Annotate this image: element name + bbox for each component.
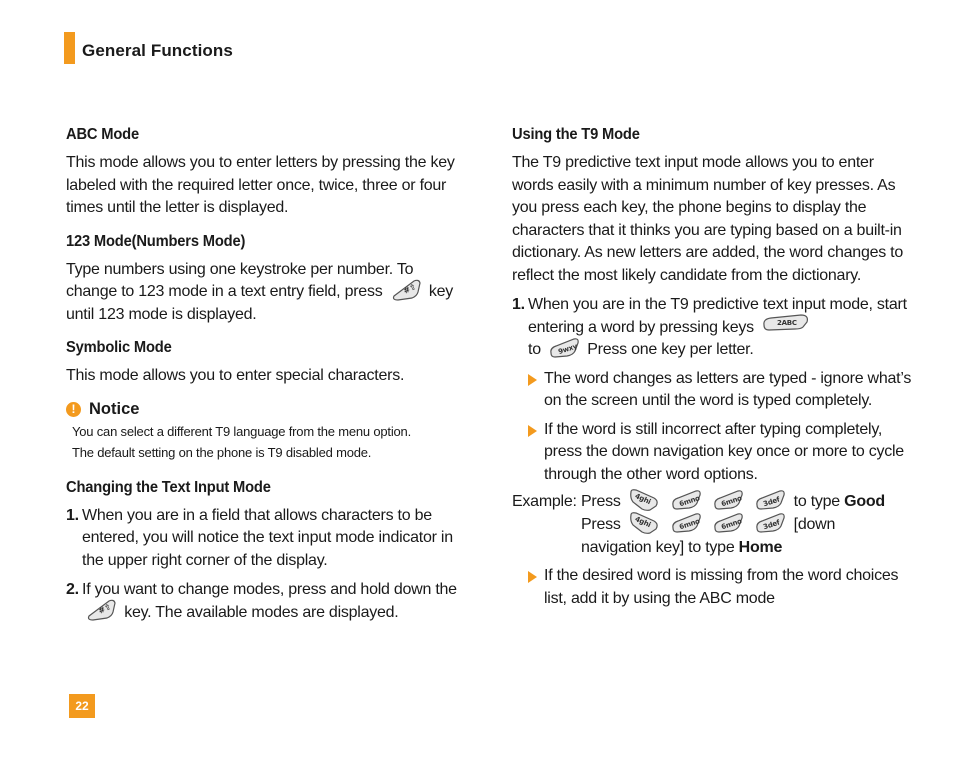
- bullet-triangle-icon: [526, 419, 544, 487]
- bullet-item: If the word is still incorrect after typing completely, press the down navigation key once or more to cycle through the other word options.: [512, 419, 912, 487]
- hash-key-icon: [85, 598, 117, 622]
- svg-text:3def: 3def: [762, 495, 782, 509]
- 3def-key-icon: [754, 488, 786, 512]
- left-column: [66, 126, 466, 624]
- bullet-triangle-icon: [526, 565, 544, 610]
- bullet-item: The word changes as letters are typed - ignore what’s on the screen until the word is typed completely.: [512, 368, 912, 413]
- notice-line-1: You can select a different T9 language from the menu option.: [72, 423, 412, 439]
- header-accent-bar: [64, 32, 75, 64]
- 6mno-key-icon: [670, 488, 702, 512]
- svg-text:6mno: 6mno: [720, 516, 743, 532]
- numbers-mode-body: Type numbers using one keystroke per number. To change to 123 mode in a text entry field, press #⇧ key until 123 mode is displayed.: [66, 260, 454, 323]
- list-item: 1. When you are in a field that allows characters to be entered, you will notice the text input mode indicator in the upper right corner of the display.: [66, 506, 453, 569]
- page-header-title: General Functions: [82, 41, 233, 60]
- notice-title: Notice: [89, 399, 140, 418]
- bullet-item: If the desired word is missing from the word choices list, add it by using the ABC mode: [512, 565, 912, 610]
- right-column: [512, 126, 912, 610]
- changing-mode-heading: Changing the Text Input Mode: [66, 478, 271, 496]
- numbers-mode-heading: 123 Mode(Numbers Mode): [66, 232, 246, 250]
- 2abc-key-icon: [761, 313, 811, 337]
- list-item: 1. When you are in the T9 predictive text input mode, start entering a word by pressing keys 2ABC to 9wxy Press one key per letter.: [512, 296, 907, 358]
- hash-key-icon: [390, 278, 422, 302]
- exclamation-icon: !: [66, 402, 81, 417]
- page-number: 22: [69, 694, 95, 718]
- notice-box: [66, 400, 466, 463]
- list-item: 2. If you want to change modes, press and hold down the #⇧ key. The available modes are displayed.: [66, 581, 457, 621]
- 6mno-key-icon: [670, 511, 702, 535]
- example-label: Example:: [512, 493, 577, 510]
- svg-text:6mno: 6mno: [720, 493, 743, 509]
- svg-text:2ABC: 2ABC: [777, 319, 797, 328]
- symbolic-mode-body: This mode allows you to enter special characters.: [66, 367, 405, 384]
- abc-mode-body: This mode allows you to enter letters by pressing the key labeled with the required letter once, twice, three or four times until the letter is displayed.: [66, 154, 455, 216]
- svg-text:6mno: 6mno: [678, 493, 701, 509]
- 4ghi-key-icon: [628, 511, 660, 535]
- example-word-good: Good: [844, 493, 885, 510]
- abc-mode-heading: ABC Mode: [66, 126, 139, 143]
- t9-heading: Using the T9 Mode: [512, 126, 640, 143]
- svg-text:6mno: 6mno: [678, 516, 701, 532]
- svg-text:#⇧: #⇧: [96, 602, 113, 616]
- notice-line-2: The default setting on the phone is T9 disabled mode.: [72, 444, 372, 460]
- svg-text:#⇧: #⇧: [401, 281, 418, 296]
- example-word-home: Home: [738, 539, 783, 556]
- 3def-key-icon: [754, 511, 786, 535]
- 6mno-key-icon: [712, 511, 744, 535]
- 4ghi-key-icon: [628, 488, 660, 512]
- svg-text:3def: 3def: [762, 518, 782, 532]
- 6mno-key-icon: [712, 488, 744, 512]
- svg-text:9wxy: 9wxy: [557, 342, 579, 356]
- t9-body: The T9 predictive text input mode allows you to enter words easily with a minimum number of key presses. As you press each key, the phone begins to display the characters that it thinks you are typing based on a built-in dictionary. As new letters are added, the word changes to reflect the most likely candidate from the dictionary.: [512, 154, 904, 284]
- 9wxyz-key-icon: [548, 336, 580, 360]
- bullet-triangle-icon: [526, 368, 544, 413]
- svg-text:4ghi: 4ghi: [633, 491, 652, 506]
- symbolic-mode-heading: Symbolic Mode: [66, 339, 172, 356]
- example-block: Example: Press 4ghi 6mno 6mno 3def to type Good Press 4ghi 6mno 6mno 3def [down navigation key] to type Home: [512, 490, 912, 559]
- svg-text:4ghi: 4ghi: [633, 514, 652, 529]
